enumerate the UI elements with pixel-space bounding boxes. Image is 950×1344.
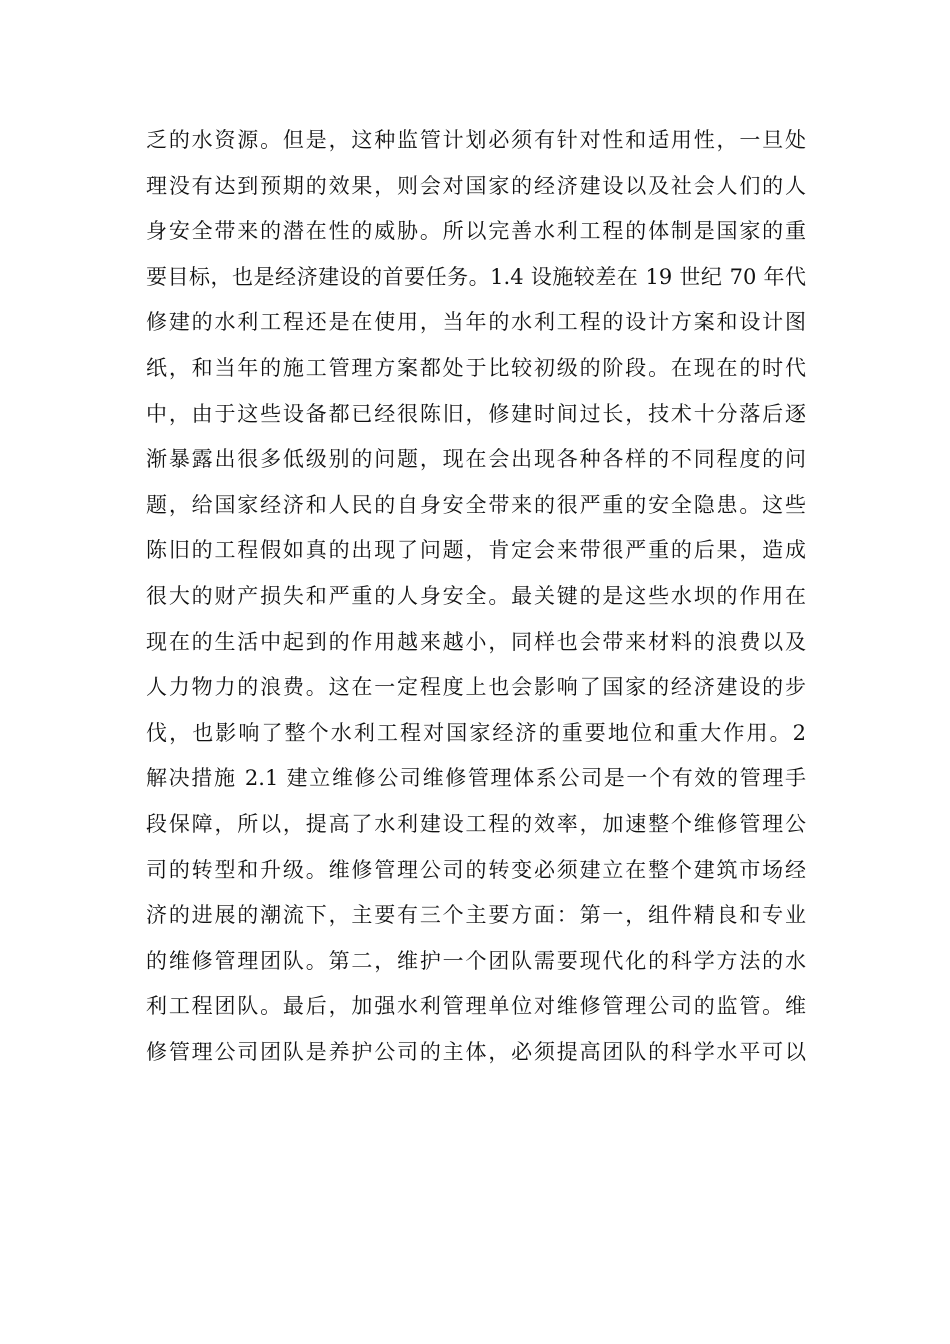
text-line: 题，给国家经济和人民的自身安全带来的很严重的安全隐患。这些	[146, 492, 806, 517]
text-line: 的维修管理团队。第二，维护一个团队需要现代化的科学方法的水	[146, 948, 806, 973]
text-line: 解决措施 2.1 建立维修公司维修管理体系公司是一个有效的管理手	[146, 766, 806, 791]
text-line: 身安全带来的潜在性的威胁。所以完善水利工程的体制是国家的重	[146, 219, 806, 244]
text-line: 修建的水利工程还是在使用，当年的水利工程的设计方案和设计图	[146, 310, 806, 335]
text-line: 要目标，也是经济建设的首要任务。1.4 设施较差在 19 世纪 70 年代	[146, 264, 806, 289]
text-line: 理没有达到预期的效果，则会对国家的经济建设以及社会人们的人	[146, 173, 806, 198]
text-line: 修管理公司团队是养护公司的主体，必须提高团队的科学水平可以	[146, 1039, 806, 1064]
body-text	[146, 118, 806, 1075]
text-line: 中，由于这些设备都已经很陈旧，修建时间过长，技术十分落后逐	[146, 401, 806, 426]
text-line: 陈旧的工程假如真的出现了问题，肯定会来带很严重的后果，造成	[146, 538, 806, 563]
text-line: 段保障，所以，提高了水利建设工程的效率，加速整个维修管理公	[146, 811, 806, 836]
text-line: 乏的水资源。但是，这种监管计划必须有针对性和适用性，一旦处	[146, 128, 806, 152]
text-line: 现在的生活中起到的作用越来越小，同样也会带来材料的浪费以及	[146, 629, 806, 654]
text-line: 济的进展的潮流下，主要有三个主要方面：第一，组件精良和专业	[146, 903, 806, 928]
text-line: 很大的财产损失和严重的人身安全。最关键的是这些水坝的作用在	[146, 583, 806, 608]
text-line: 人力物力的浪费。这在一定程度上也会影响了国家的经济建设的步	[146, 675, 806, 700]
text-line: 司的转型和升级。维修管理公司的转变必须建立在整个建筑市场经	[146, 857, 806, 882]
text-line: 利工程团队。最后，加强水利管理单位对维修管理公司的监管。维	[146, 994, 806, 1019]
text-line: 纸，和当年的施工管理方案都处于比较初级的阶段。在现在的时代	[146, 355, 806, 380]
text-line: 渐暴露出很多低级别的问题，现在会出现各种各样的不同程度的问	[146, 447, 806, 472]
text-line: 伐，也影响了整个水利工程对国家经济的重要地位和重大作用。2	[146, 720, 806, 745]
